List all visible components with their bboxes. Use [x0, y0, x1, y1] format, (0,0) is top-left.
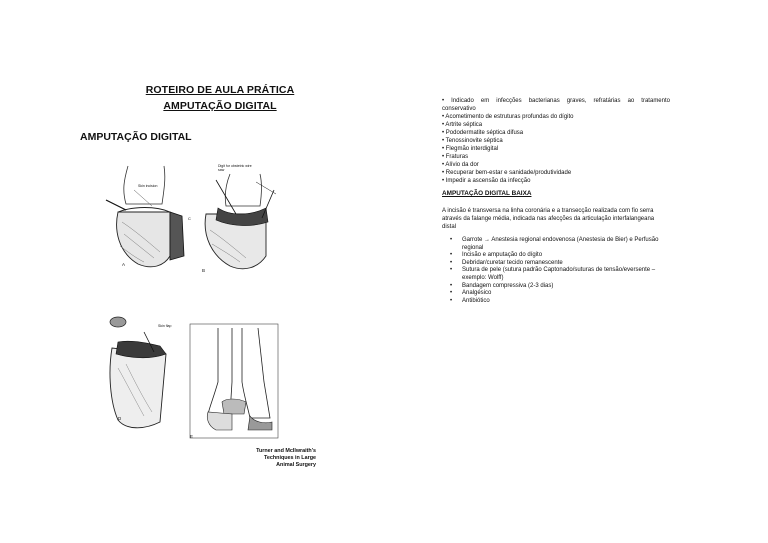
indication-line: • Acometimento de estruturas profundas do dígito — [442, 114, 574, 120]
list-item — [448, 267, 670, 282]
document-title-line-2: AMPUTAÇÃO DIGITAL — [163, 100, 277, 112]
indication-line: • Recuperar bem-estar e sanidade/produtividade — [442, 170, 572, 176]
list-item — [448, 290, 670, 298]
low-amputation-heading: AMPUTAÇÃO DIGITAL BAIXA — [442, 190, 532, 197]
indication-line: • Impedir a ascensão da infecção — [442, 178, 531, 184]
figure-d-letter: D — [118, 416, 122, 421]
bullet-icon: • — [450, 282, 453, 289]
caption-line-1: Turner and McIlwraith's — [256, 448, 316, 454]
list-item — [448, 283, 670, 291]
figure-a-illustration — [104, 160, 196, 280]
list-item — [448, 237, 670, 252]
step-text: Incisão e amputação do dígito — [462, 252, 543, 259]
step-text: Bandagem compressiva (2-3 dias) — [462, 282, 554, 289]
bullet-icon: • — [450, 267, 453, 274]
figure-e-illustration — [188, 322, 280, 442]
figure-a-drawing — [104, 160, 196, 280]
figure-b-drawing — [196, 160, 286, 280]
step-text: Antibiótico — [462, 297, 490, 304]
list-item — [448, 260, 670, 268]
indication-line: • Alívio da dor — [442, 162, 479, 168]
bullet-icon: • — [450, 237, 453, 243]
figure-e-drawing — [188, 322, 280, 442]
section-heading: AMPUTAÇÃO DIGITAL — [80, 131, 192, 143]
indication-line: conservativo — [442, 106, 476, 112]
indication-line: • Tenossinovite séptica — [442, 138, 503, 144]
indication-line: • Flegmão interdigital — [442, 146, 499, 152]
indication-line: • Indicado em infecções bacterianas graves, refratárias ao tratamento — [442, 98, 670, 104]
step-text: Sutura de pele (sutura padrão Captonado/suturas de tensão/eversente – exemplo: Wolff) — [462, 267, 656, 281]
indication-line: • Pododermatite séptica difusa — [442, 130, 524, 136]
bullet-icon: • — [450, 252, 453, 259]
bullet-icon: • — [450, 259, 453, 266]
figure-b-illustration — [196, 160, 286, 280]
figure-caption — [232, 448, 316, 468]
bullet-icon: • — [450, 297, 453, 304]
figure-a-letter: A — [122, 262, 126, 267]
low-amputation-paragraph: A incisão é transversa na linha coronária e a transecção realizada com fio serra através da falange média, indicada nas afecções da articulação interfalangeana distal — [442, 208, 655, 230]
figure-d-label-skin-flap: Skin flap — [158, 324, 172, 328]
indications-list — [442, 97, 670, 185]
figure-b-letter: B — [202, 268, 206, 273]
indication-line: • Artrite séptica — [442, 122, 483, 128]
figure-a-label-skin-incision: Skin incision — [138, 184, 158, 188]
caption-line-3: Animal Surgery — [276, 461, 316, 468]
figure-b-label-digit: Digit for obstetric wire saw — [218, 164, 252, 172]
step-text: Garrote → Anestesia regional endovenosa (Anestesia de Bier) e Perfusão regional — [462, 237, 659, 251]
document-title-line-1: ROTEIRO DE AULA PRÁTICA — [145, 84, 295, 96]
step-text: Analgésico — [462, 290, 492, 297]
procedure-steps-list — [448, 237, 670, 305]
figure-d-drawing — [104, 312, 190, 442]
indication-line: • Fraturas — [442, 154, 469, 160]
caption-line-2: Techniques in Large — [263, 454, 316, 461]
figure-e-letter: E — [190, 434, 194, 439]
figure-d-illustration — [104, 312, 190, 442]
bullet-icon: • — [450, 290, 453, 297]
list-item — [448, 252, 670, 260]
list-item — [448, 298, 670, 306]
figure-a-label-c: C — [188, 216, 191, 221]
step-text: Debridar/curetar tecido remanescente — [462, 259, 563, 266]
